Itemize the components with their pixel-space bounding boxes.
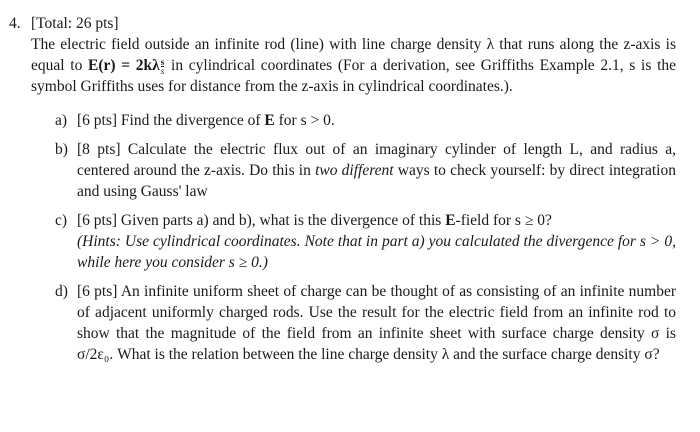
part-label: d) (55, 283, 68, 300)
problem-parts (55, 110, 676, 365)
part-text: Calculate the electric flux out of an imaginary cylinder of length L, and radius a, centered around the z-axis. Do this in (77, 141, 676, 179)
part-body (77, 281, 676, 365)
part-text: ways to check yourself: by direct integration and using Gauss' law (77, 162, 676, 200)
problem-number: 4. (9, 15, 21, 32)
part-points: [8 pts] (77, 141, 121, 158)
fraction-numerator: s (160, 56, 165, 67)
part-text: -field for s ≥ 0? (455, 212, 552, 229)
part-points: [6 pts] (77, 112, 118, 129)
part-body (77, 210, 676, 273)
part-label: b) (55, 141, 68, 158)
intro-text-1: The electric field outside an infinite rod (line) with line charge density λ that runs along the z-axis is equal to (31, 36, 676, 74)
part-text: Find the divergence of (117, 112, 265, 129)
unit-vector-fraction (161, 58, 165, 75)
problem-total-points: [Total: 26 pts] (31, 15, 119, 32)
part-text: Given parts a) and b), what is the divergence of this (117, 212, 446, 229)
problem-4 (9, 13, 689, 373)
part-label: a) (55, 112, 68, 129)
part-points: [6 pts] (77, 283, 118, 300)
fraction-denominator: s (160, 65, 165, 76)
problem-intro (31, 34, 676, 97)
part-text: An infinite uniform sheet of charge can be thought of as consisting of an infinite number of adjacent uniformly charged rods. Use the result for the electric field from an infinite rod to show that the magnitude of the field from an infinite sheet with surface charge density σ is σ/2ε₀. What is the relation between the line charge density λ and the surface charge density σ? (77, 283, 676, 363)
part-text: for s > 0. (274, 112, 335, 129)
intro-text-2: in cylindrical coordinates (For a derivation, see Griffiths Example 2.1, s is the symbol Griffiths uses for distance from the z-axis in cylindrical coordinates.). (31, 57, 677, 95)
field-equation: E(r) = 2kλ (88, 57, 160, 74)
part-d (55, 281, 676, 365)
field-symbol: E (445, 212, 456, 229)
part-points: [6 pts] (77, 212, 118, 229)
part-label: c) (55, 212, 68, 229)
field-symbol: E (264, 112, 275, 129)
emphasis-text: two different (315, 162, 394, 179)
part-b (55, 139, 676, 202)
part-body (77, 139, 676, 202)
part-body (77, 110, 676, 131)
part-c (55, 210, 676, 273)
hint-text: (Hints: Use cylindrical coordinates. Note that in part a) you calculated the divergence for s > 0, while here you consider s ≥ 0.) (77, 233, 676, 271)
problem-header (9, 13, 689, 34)
part-a (55, 110, 676, 131)
